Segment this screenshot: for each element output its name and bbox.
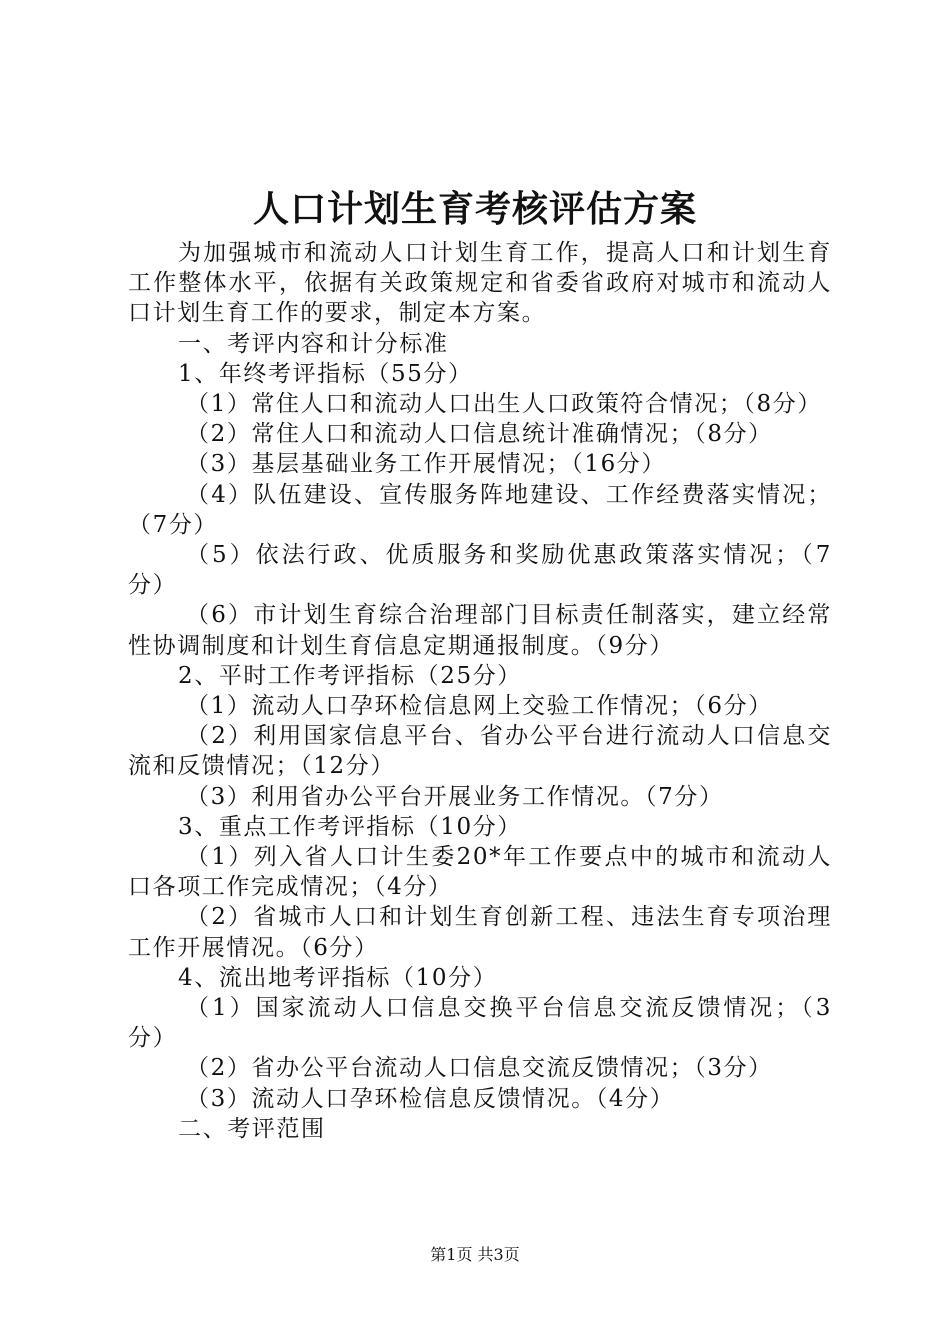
section-heading-1: 一、考评内容和计分标准 xyxy=(178,330,449,357)
list-item: （1）列入省人口计生委20*年工作要点中的城市和流动人口各项工作完成情况；（4分） xyxy=(128,844,832,901)
list-item: （3）基层基础业务工作开展情况；（16分） xyxy=(186,451,666,478)
list-item: （1）国家流动人口信息交换平台信息交流反馈情况；（3分） xyxy=(128,995,832,1052)
list-item: （2）省办公平台流动人口信息交流反馈情况；（3分） xyxy=(186,1055,773,1082)
page-footer: 第1页 共3页 xyxy=(430,1245,520,1264)
subsection-heading-2: 2、平时工作考评指标（25分） xyxy=(178,662,522,689)
subsection-heading-1: 1、年终考评指标（55分） xyxy=(178,360,473,387)
list-item: （5）依法行政、优质服务和奖励优惠政策落实情况；（7分） xyxy=(128,542,832,599)
list-item: （1）常住人口和流动人口出生人口政策符合情况；（8分） xyxy=(186,391,822,418)
list-item: （2）利用国家信息平台、省办公平台进行流动人口信息交流和反馈情况；（12分） xyxy=(128,723,832,780)
section-heading-2: 二、考评范围 xyxy=(178,1115,326,1142)
list-item: （3）流动人口孕环检信息反馈情况。（4分） xyxy=(186,1085,675,1112)
list-item: （4）队伍建设、宣传服务阵地建设、工作经费落实情况；（7分） xyxy=(128,481,832,538)
subsection-heading-3: 3、重点工作考评指标（10分） xyxy=(178,813,522,840)
list-item: （1）流动人口孕环检信息网上交验工作情况；（6分） xyxy=(186,693,773,720)
list-item: （2）常住人口和流动人口信息统计准确情况；（8分） xyxy=(186,421,773,448)
list-item: （2）省城市人口和计划生育创新工程、违法生育专项治理工作开展情况。（6分） xyxy=(128,904,832,961)
list-item: （6）市计划生育综合治理部门目标责任制落实，建立经常性协调制度和计划生育信息定期通报制度。（9分） xyxy=(128,602,832,659)
document-title: 人口计划生育考核评估方案 xyxy=(252,188,697,230)
paragraph-intro: 为加强城市和流动人口计划生育工作，提高人口和计划生育工作整体水平，依据有关政策规定和省委省政府对城市和流动人口计划生育工作的要求，制定本方案。 xyxy=(128,240,832,327)
subsection-heading-4: 4、流出地考评指标（10分） xyxy=(178,964,498,991)
document-body xyxy=(128,238,832,1144)
list-item: （3）利用省办公平台开展业务工作情况。（7分） xyxy=(186,783,724,810)
